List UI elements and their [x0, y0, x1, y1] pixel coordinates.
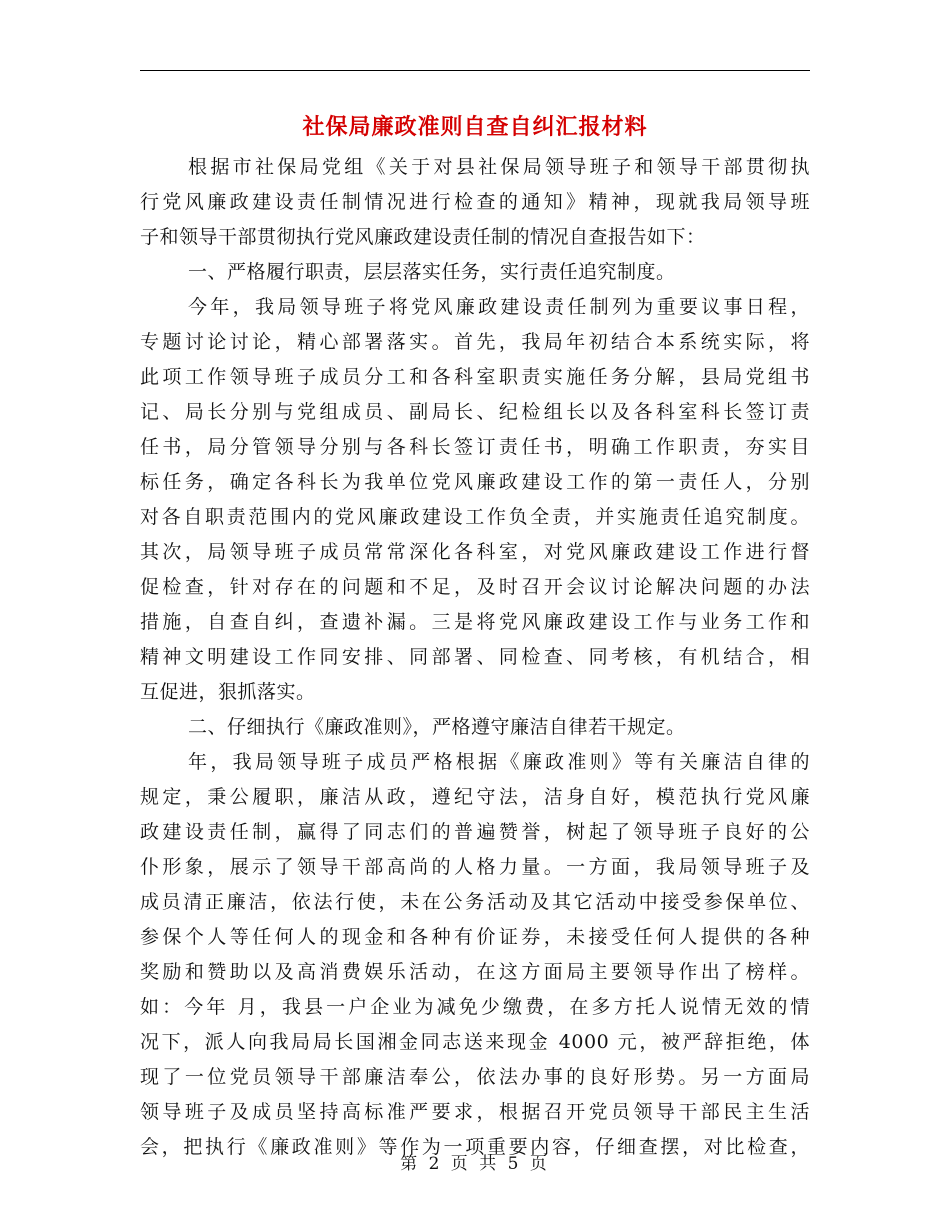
text-line: 奖励和赞助以及高消费娱乐活动，在这方面局主要领导作出了榜样。: [140, 961, 810, 983]
text-line: 一、严格履行职责，层层落实任务，实行责任追究制度。: [188, 261, 676, 283]
text-line: 精神文明建设工作同安排、同部署、同检查、同考核，有机结合，相: [140, 646, 810, 668]
text-line: 成员清正廉洁，依法行使，未在公务活动及其它活动中接受参保单位、: [140, 891, 810, 913]
text-line: 记、局长分别与党组成员、副局长、纪检组长以及各科室科长签订责: [140, 401, 810, 423]
text-line: 促检查，针对存在的问题和不足，及时召开会议讨论解决问题的办法: [140, 576, 810, 598]
page-number-footer: 第 2 页 共 5 页: [400, 1154, 550, 1174]
text-line: 现了一位党员领导干部廉洁奉公，依法办事的良好形势。另一方面局: [140, 1066, 810, 1088]
text-line: 任书，局分管领导分别与各科长签订责任书，明确工作职责，夯实目: [140, 436, 810, 458]
text-line: 根据市社保局党组《关于对县社保局领导班子和领导干部贯彻执: [188, 156, 810, 178]
header-rule: [140, 70, 810, 71]
text-line: 政建设责任制，赢得了同志们的普遍赞誉，树起了领导班子良好的公: [140, 821, 810, 843]
text-line: 领导班子及成员坚持高标准严要求，根据召开党员领导干部民主生活: [140, 1101, 810, 1123]
text-line: 如：今年 月，我县一户企业为减免少缴费，在多方托人说情无效的情: [140, 996, 810, 1018]
text-line: 专题讨论讨论，精心部署落实。首先，我局年初结合本系统实际，将: [140, 331, 810, 353]
text-line: 会，把执行《廉政准则》等作为一项重要内容，仔细查摆，对比检查，: [140, 1136, 810, 1158]
text-line: 子和领导干部贯彻执行党风廉政建设责任制的情况自查报告如下：: [140, 226, 706, 248]
text-line: 措施，自查自纠，查遗补漏。三是将党风廉政建设工作与业务工作和: [140, 611, 810, 633]
text-line: 仆形象，展示了领导干部高尚的人格力量。一方面，我局领导班子及: [140, 856, 810, 878]
text-line: 参保个人等任何人的现金和各种有价证券，未接受任何人提供的各种: [140, 926, 810, 948]
text-line: 此项工作领导班子成员分工和各科室职责实施任务分解，县局党组书: [140, 366, 810, 388]
text-line: 年，我局领导班子成员严格根据《廉政准则》等有关廉洁自律的: [188, 751, 810, 773]
text-line: 况下，派人向我局局长国湘金同志送来现金 4000 元，被严辞拒绝，体: [140, 1031, 810, 1053]
text-line: 今年，我局领导班子将党风廉政建设责任制列为重要议事日程，: [188, 296, 810, 318]
text-line: 规定，秉公履职，廉洁从政，遵纪守法，洁身自好，模范执行党风廉: [140, 786, 810, 808]
text-line: 对各自职责范围内的党风廉政建设工作负全责，并实施责任追究制度。: [140, 506, 810, 528]
text-line: 标任务，确定各科长为我单位党风廉政建设工作的第一责任人，分别: [140, 471, 810, 493]
document-title: 社保局廉政准则自查自纠汇报材料: [302, 114, 648, 140]
text-line: 行党风廉政建设责任制情况进行检查的通知》精神，现就我局领导班: [140, 191, 810, 213]
text-line: 互促进，狠抓落实。: [140, 681, 316, 703]
document-body: [140, 150, 810, 1165]
text-line: 二、仔细执行《廉政准则》，严格遵守廉洁自律若干规定。: [188, 716, 686, 738]
text-line: 其次，局领导班子成员常常深化各科室，对党风廉政建设工作进行督: [140, 541, 810, 563]
